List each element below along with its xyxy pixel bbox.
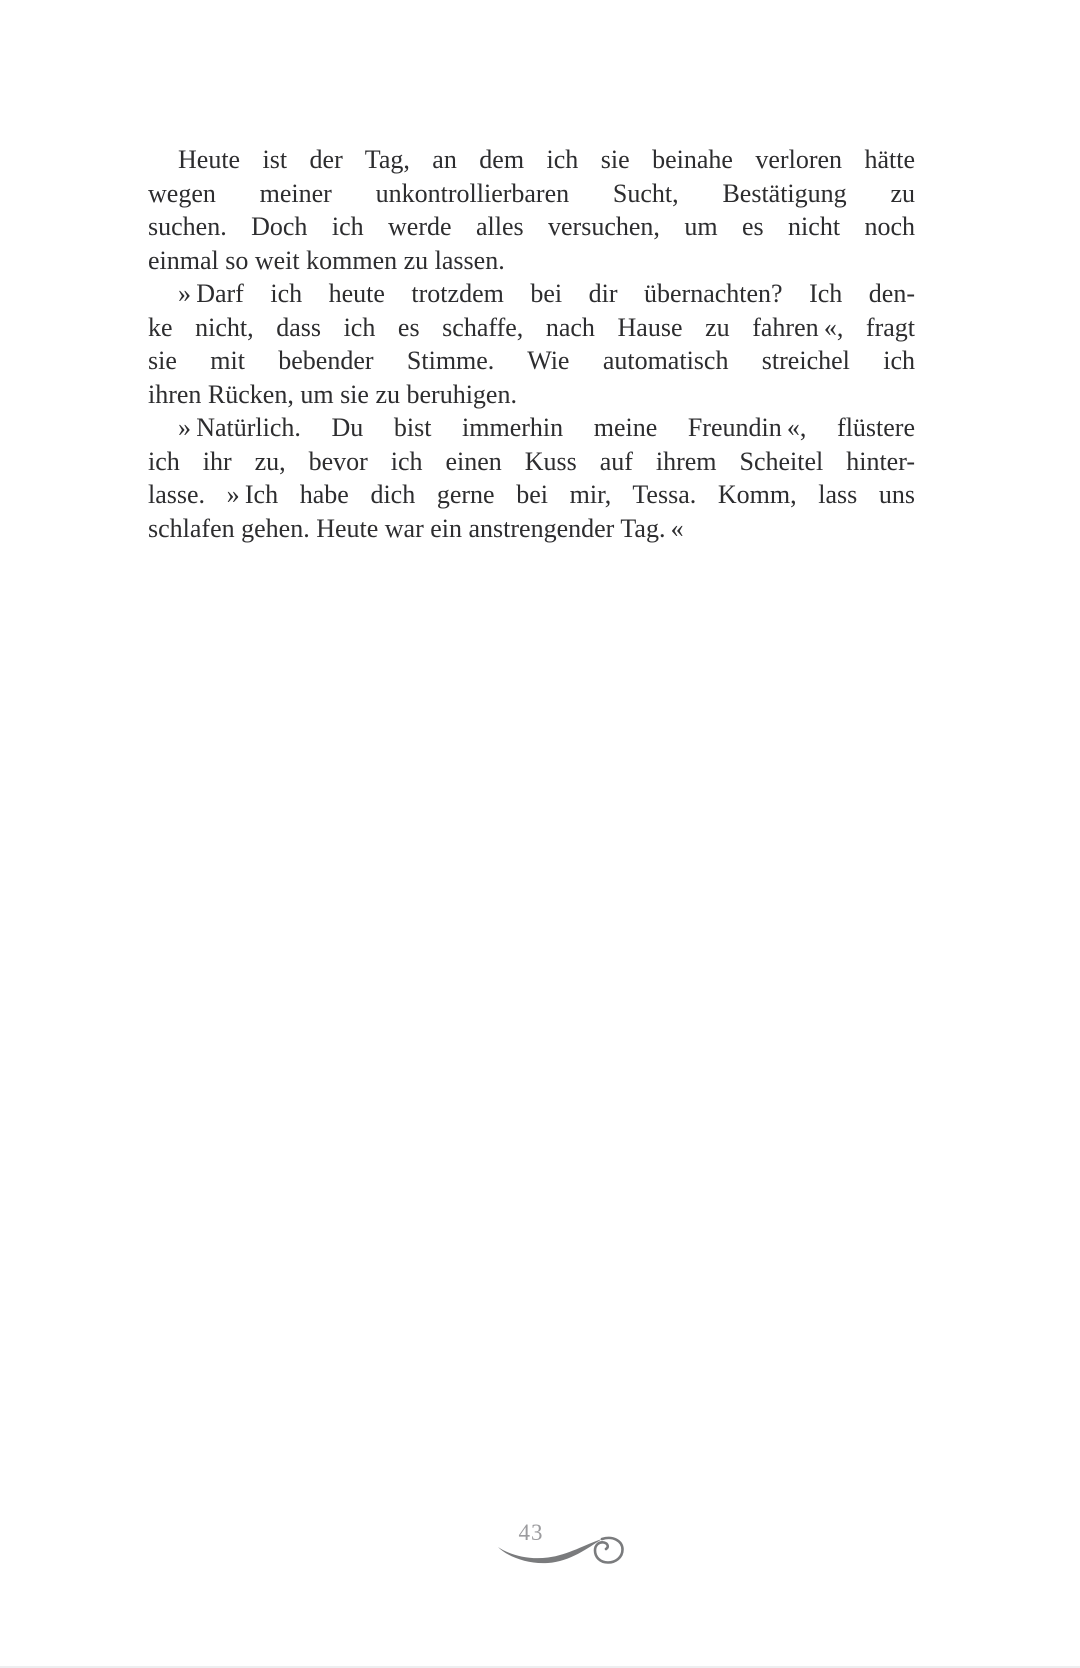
text-line: lasse. » Ich habe dich gerne bei mir, Tessa. Komm, lass uns [148, 480, 915, 509]
text-line: ihren Rücken, um sie zu beruhigen. [148, 379, 517, 409]
page-number: 43 [518, 1520, 544, 1545]
text-line: schlafen gehen. Heute war ein anstrengender Tag. « [148, 513, 684, 543]
text-line: » Natürlich. Du bist immerhin meine Freundin «, flüstere [178, 413, 915, 442]
text-line: wegen meiner unkontrollierbaren Sucht, Bestätigung zu [148, 178, 915, 208]
text-line: sie mit bebender Stimme. Wie automatisch streichel ich [148, 346, 915, 375]
text-line: » Darf ich heute trotzdem bei dir übernachten? Ich den- [178, 279, 915, 308]
text-line: einmal so weit kommen zu lassen. [148, 245, 505, 275]
text-line: ke nicht, dass ich es schaffe, nach Hause zu fahren «, fragt [148, 312, 915, 342]
text-line: ich ihr zu, bevor ich einen Kuss auf ihrem Scheitel hinter- [148, 446, 915, 476]
flourish-icon [488, 1532, 633, 1577]
paragraph [148, 143, 915, 277]
text-block [148, 143, 915, 545]
paragraph [148, 411, 915, 545]
text-line: suchen. Doch ich werde alles versuchen, um es nicht noch [148, 212, 915, 241]
text-line: Heute ist der Tag, an dem ich sie beinahe verloren hätte [178, 145, 915, 174]
paragraph [148, 277, 915, 411]
